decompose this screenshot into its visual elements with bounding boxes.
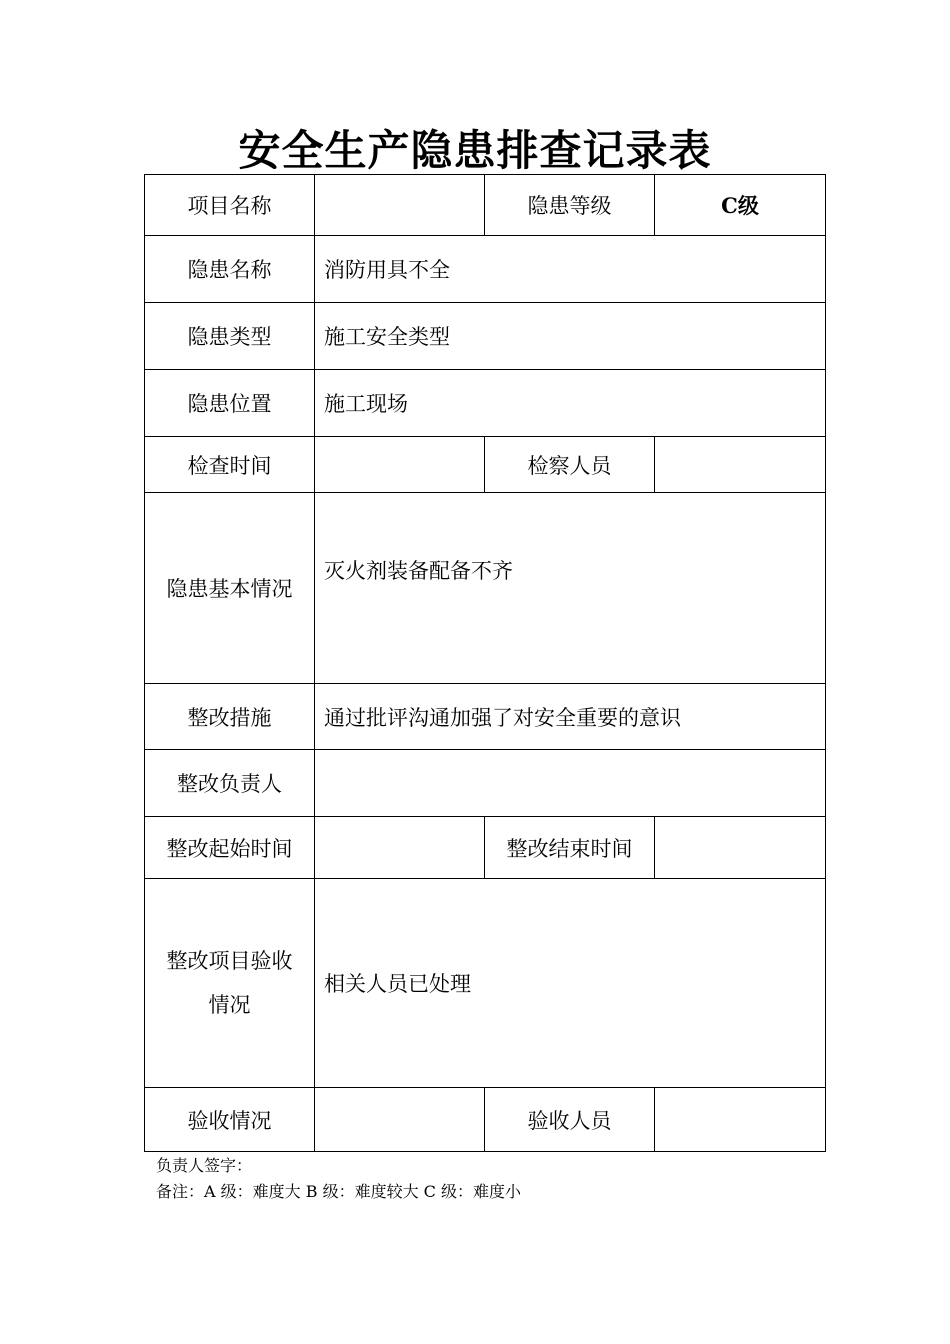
hazard-name-label: 隐患名称 xyxy=(145,236,315,303)
table-row xyxy=(145,817,826,879)
rectify-end-label: 整改结束时间 xyxy=(485,817,655,879)
table-row xyxy=(145,303,826,370)
table-row xyxy=(145,750,826,817)
table-row xyxy=(145,493,826,684)
acceptor-value[interactable] xyxy=(655,1088,826,1152)
table-row xyxy=(145,236,826,303)
acceptance-status-label-line2: 情况 xyxy=(208,993,251,1017)
hazard-name-value[interactable]: 消防用具不全 xyxy=(315,236,826,303)
rectify-owner-value[interactable] xyxy=(315,750,826,817)
hazard-type-value[interactable]: 施工安全类型 xyxy=(315,303,826,370)
acceptance-status-label xyxy=(145,879,315,1088)
acceptor-label: 验收人员 xyxy=(485,1088,655,1152)
acceptance-status-value[interactable]: 相关人员已处理 xyxy=(315,879,826,1088)
rectify-measures-value[interactable]: 通过批评沟通加强了对安全重要的意识 xyxy=(315,684,826,750)
hazard-location-value[interactable]: 施工现场 xyxy=(315,370,826,437)
table-row xyxy=(145,1088,826,1152)
rectify-start-label: 整改起始时间 xyxy=(145,817,315,879)
rectify-end-value[interactable] xyxy=(655,817,826,879)
inspector-label: 检察人员 xyxy=(485,437,655,493)
inspection-time-value[interactable] xyxy=(315,437,485,493)
acceptance-label: 验收情况 xyxy=(145,1088,315,1152)
hazard-level-value[interactable]: C级 xyxy=(655,175,826,236)
inspection-time-label: 检查时间 xyxy=(145,437,315,493)
acceptance-value[interactable] xyxy=(315,1088,485,1152)
project-name-value[interactable] xyxy=(315,175,485,236)
table-row xyxy=(145,879,826,1088)
hazard-type-label: 隐患类型 xyxy=(145,303,315,370)
rectify-start-value[interactable] xyxy=(315,817,485,879)
hazard-basic-label: 隐患基本情况 xyxy=(145,493,315,684)
table-row xyxy=(145,175,826,236)
project-name-label: 项目名称 xyxy=(145,175,315,236)
inspector-value[interactable] xyxy=(655,437,826,493)
signature-line: 负责人签字： xyxy=(156,1156,253,1175)
page-title: 安全生产隐患排查记录表 xyxy=(238,126,712,175)
acceptance-status-label-line1: 整改项目验收 xyxy=(166,949,293,973)
remark-line: 备注：A 级：难度大 B 级：难度较大 C 级：难度小 xyxy=(156,1182,521,1201)
table-row xyxy=(145,684,826,750)
hazard-location-label: 隐患位置 xyxy=(145,370,315,437)
hazard-basic-value[interactable]: 灭火剂装备配备不齐 xyxy=(315,493,826,684)
hazard-record-table xyxy=(144,174,826,1152)
table-row xyxy=(145,437,826,493)
hazard-level-label: 隐患等级 xyxy=(485,175,655,236)
rectify-measures-label: 整改措施 xyxy=(145,684,315,750)
table-row xyxy=(145,370,826,437)
rectify-owner-label: 整改负责人 xyxy=(145,750,315,817)
